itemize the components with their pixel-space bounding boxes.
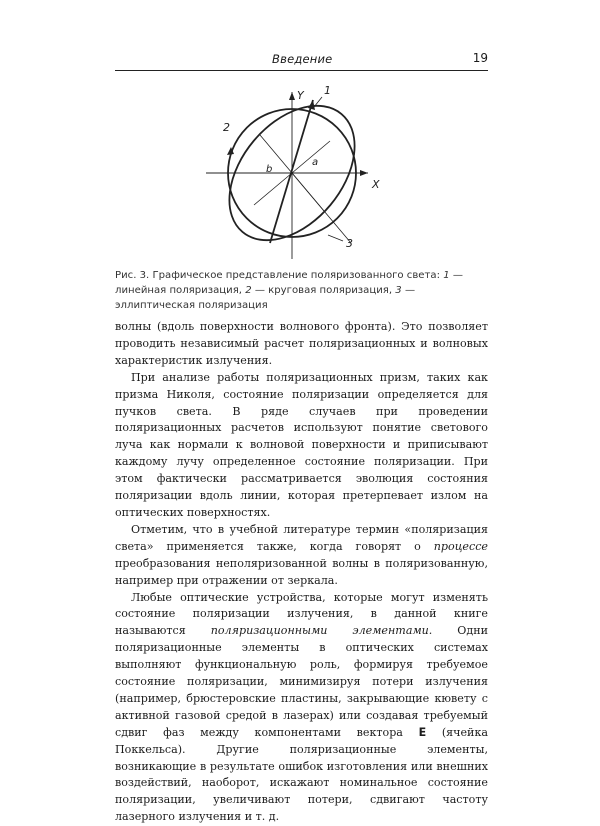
paragraph-4-part-a: Любые оптические устройства, которые могут изменять состояние поляризации излучения, в данной книге называются	[115, 591, 488, 638]
caption-prefix: Рис. 3. Графическое представление поляризованного света:	[115, 270, 440, 281]
semi-axis-b-label: b	[266, 164, 272, 175]
y-axis-arrow	[289, 92, 295, 100]
curve-1-label: 1	[324, 84, 331, 97]
figure-caption	[115, 268, 488, 313]
semi-axis-a-label: a	[312, 157, 318, 168]
page-number: 19	[473, 51, 488, 65]
vector-e-symbol: E	[419, 726, 427, 739]
caption-text-1: — линейная поляризация,	[115, 270, 463, 296]
running-title: Введение	[272, 52, 332, 66]
caption-num-3: 3	[395, 285, 401, 296]
paragraph-3	[115, 522, 488, 590]
minor-axis-upper	[292, 141, 330, 173]
curve-2-label: 2	[223, 121, 230, 134]
x-axis-arrow	[360, 170, 368, 176]
x-axis-label: X	[371, 178, 380, 191]
caption-num-2: 2	[245, 285, 251, 296]
linear-polarization-line	[270, 100, 313, 243]
linear-polarization-arrow	[308, 100, 315, 110]
paragraph-3-part-b: преобразования неполяризованной волны в поляризованную, например при отражении от зеркала.	[115, 557, 488, 587]
leader-line-3	[328, 235, 343, 241]
paragraph-4	[115, 590, 488, 826]
caption-num-1: 1	[443, 270, 449, 281]
paragraph-4-emphasis: поляризационными элементами.	[211, 624, 433, 637]
paragraph-3-emphasis: процессе	[434, 540, 488, 553]
paragraph-2: При анализе работы поляризационных призм, таких как призма Николя, состояние поляризации определяется для пучков света. В ряде случаев при проведении поляризационных расчетов используют понятие светового луча как нормали к волновой поверхности и приписывают каждому лучу определенное состояние поляризации. При этом фактически рассматривается эволюция состояния поляризации вдоль линии, которая претерпевает излом на оптических поверхностях.	[115, 370, 488, 522]
paragraph-3-part-a: Отметим, что в учебной литературе термин «поляризация света» применяется также, когда говорят о	[115, 523, 488, 553]
polarization-diagram	[200, 75, 410, 260]
polarization-figure	[200, 75, 410, 260]
caption-text-3: — эллиптическая поляризация	[115, 285, 415, 311]
curve-3-label: 3	[346, 237, 353, 250]
paragraph-4-part-c: (ячейка Поккельса). Другие поляризационные элементы, возникающие в результате ошибок изготовления или внешних воздействий, наоборот, искажают номинальное состояние поляризации, увеличивают потери, сдвигают частоту лазерного излучения и т. д.	[115, 726, 488, 824]
caption-text-2: — круговая поляризация,	[255, 285, 392, 296]
y-axis-label: Y	[297, 89, 305, 102]
running-header	[115, 48, 488, 71]
paragraph-4-part-b: Одни поляризационные элементы в оптических системах выполняют функциональную роль, формируя требуемое состояние поляризации, минимизируя потери излучения (например, брюстеровские пластины, закрывающие кювету с активной газовой средой в лазерах) или создавая требуемый сдвиг фаз между компонентами вектора	[115, 624, 488, 738]
paragraph-1: волны (вдоль поверхности волнового фронта). Это позволяет проводить независимый расчет поляризационных и волновых характеристик излучения.	[115, 319, 488, 370]
